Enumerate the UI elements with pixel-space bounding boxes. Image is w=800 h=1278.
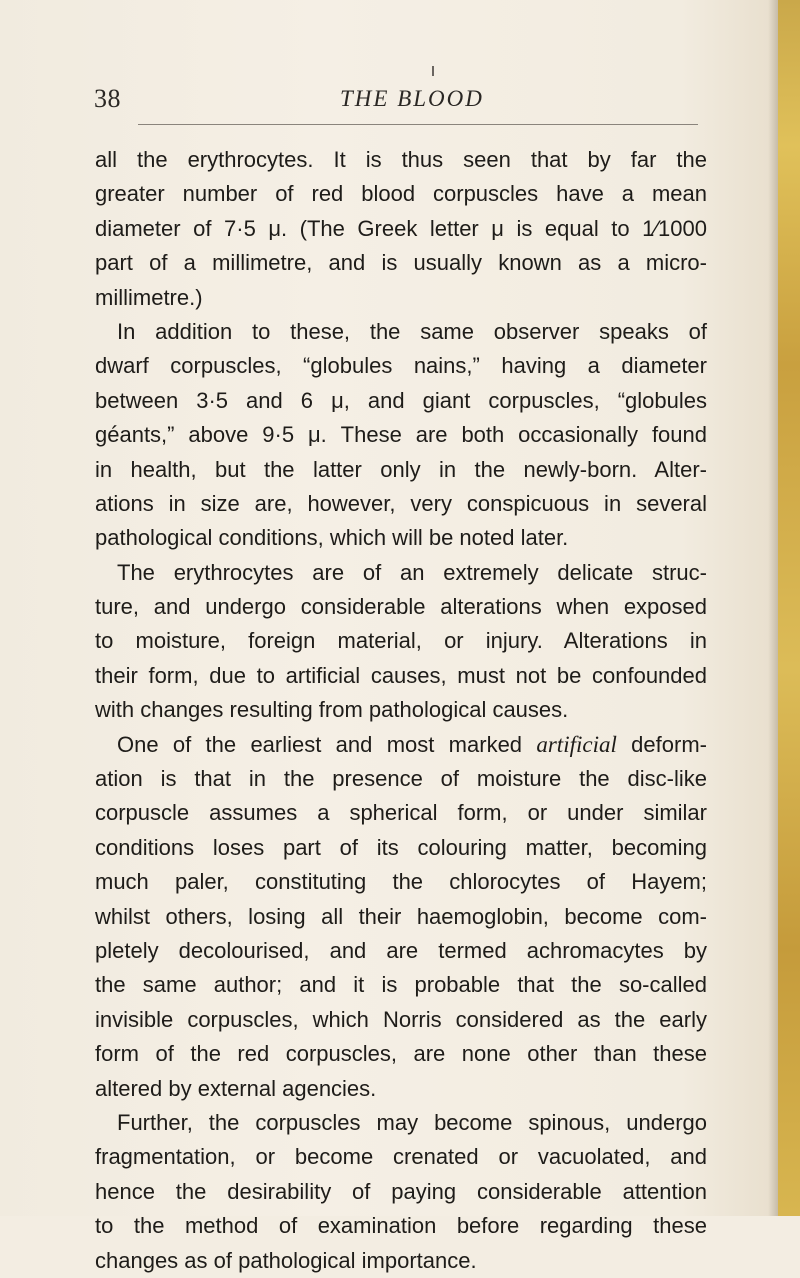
text-line: [95, 453, 707, 487]
text-line: [95, 762, 707, 796]
text-line: [95, 659, 707, 693]
line-text: The erythrocytes are of an extremely delicate struc-: [117, 559, 707, 585]
text-line: [95, 384, 707, 418]
text-line: [95, 246, 707, 280]
line-text: form of the red corpuscles, are none other than these: [95, 1041, 707, 1067]
text-line: [95, 624, 707, 658]
line-text: fragmentation, or become crenated or vacuolated, and: [95, 1144, 707, 1170]
text-line: [95, 693, 707, 727]
text-line: [95, 177, 707, 211]
line-text: whilst others, losing all their haemoglobin, become com-: [95, 903, 707, 929]
line-text: greater number of red blood corpuscles have a mean: [95, 181, 707, 207]
text-line: [95, 1175, 707, 1209]
line-text: in health, but the latter only in the newly-born. Alter-: [95, 456, 707, 482]
line-text: Further, the corpuscles may become spinous, undergo: [117, 1109, 707, 1135]
line-text: altered by external agencies.: [95, 1075, 377, 1101]
text-line: [95, 900, 707, 934]
text-line: [95, 315, 707, 349]
text-line: [95, 281, 707, 315]
line-text: pletely decolourised, and are termed achromacytes by: [95, 937, 707, 963]
text-line: [95, 1140, 707, 1174]
running-title: THE BLOOD: [340, 86, 484, 111]
line-text: One of the earliest and most marked: [117, 731, 523, 757]
text-line: [95, 1072, 707, 1106]
line-text: géants,” above 9·5 μ. These are both occasionally found: [95, 422, 707, 448]
line-text: ations in size are, however, very conspicuous in several: [95, 490, 707, 516]
line-text: to moisture, foreign material, or injury. Alterations in: [95, 628, 707, 654]
line-text: corpuscle assumes a spherical form, or under similar: [95, 800, 707, 826]
printer-mark: [432, 66, 434, 76]
line-text: hence the desirability of paying considerable attention: [95, 1178, 707, 1204]
line-text: the same author; and it is probable that the so-called: [95, 972, 707, 998]
header-rule: [138, 124, 698, 125]
line-text: between 3·5 and 6 μ, and giant corpuscles, “globules: [95, 387, 707, 413]
italic-emphasis: artificial: [536, 731, 617, 757]
text-line: [95, 418, 707, 452]
line-text: dwarf corpuscles, “globules nains,” having a diameter: [95, 353, 707, 379]
line-text: with changes resulting from pathological causes.: [95, 697, 569, 723]
line-text: much paler, constituting the chlorocytes of Hayem;: [95, 869, 707, 895]
text-line: [95, 521, 707, 555]
line-text: ation is that in the presence of moisture the disc-like: [95, 766, 707, 792]
text-line: [95, 590, 707, 624]
line-text: to the method of examination before regarding these: [95, 1213, 707, 1239]
text-line: [95, 796, 707, 830]
line-text: In addition to these, the same observer speaks of: [117, 318, 707, 344]
line-text-after: deform-: [631, 731, 707, 757]
text-line: [95, 1106, 707, 1140]
text-line: [95, 556, 707, 590]
line-text: all the erythrocytes. It is thus seen that by far the: [95, 147, 707, 172]
line-text: conditions loses part of its colouring matter, becoming: [95, 834, 707, 860]
text-line: [95, 728, 707, 762]
line-text: their form, due to artificial causes, must not be confounded: [95, 662, 707, 688]
text-line: [95, 1003, 707, 1037]
line-text: part of a millimetre, and is usually known as a micro-: [95, 250, 707, 276]
line-text: pathological conditions, which will be noted later.: [95, 525, 569, 551]
text-line: [95, 1037, 707, 1071]
body-text: [95, 143, 707, 1278]
text-line: [95, 349, 707, 383]
text-line: [95, 212, 707, 246]
text-line: [95, 143, 707, 177]
page-gutter-shadow: [768, 0, 778, 1216]
text-line: [95, 1244, 707, 1278]
text-line: [95, 968, 707, 1002]
text-line: [95, 865, 707, 899]
page-number: 38: [94, 84, 121, 113]
gilded-page-edge: [778, 0, 800, 1216]
line-text: invisible corpuscles, which Norris considered as the early: [95, 1006, 707, 1032]
text-line: [95, 831, 707, 865]
line-text: millimetre.): [95, 284, 203, 310]
line-text: ture, and undergo considerable alterations when exposed: [95, 594, 707, 620]
text-line: [95, 487, 707, 521]
text-line: [95, 1209, 707, 1243]
text-line: [95, 934, 707, 968]
line-text: diameter of 7·5 μ. (The Greek letter μ is equal to 1⁄1000: [95, 215, 707, 241]
line-text: changes as of pathological importance.: [95, 1247, 477, 1273]
